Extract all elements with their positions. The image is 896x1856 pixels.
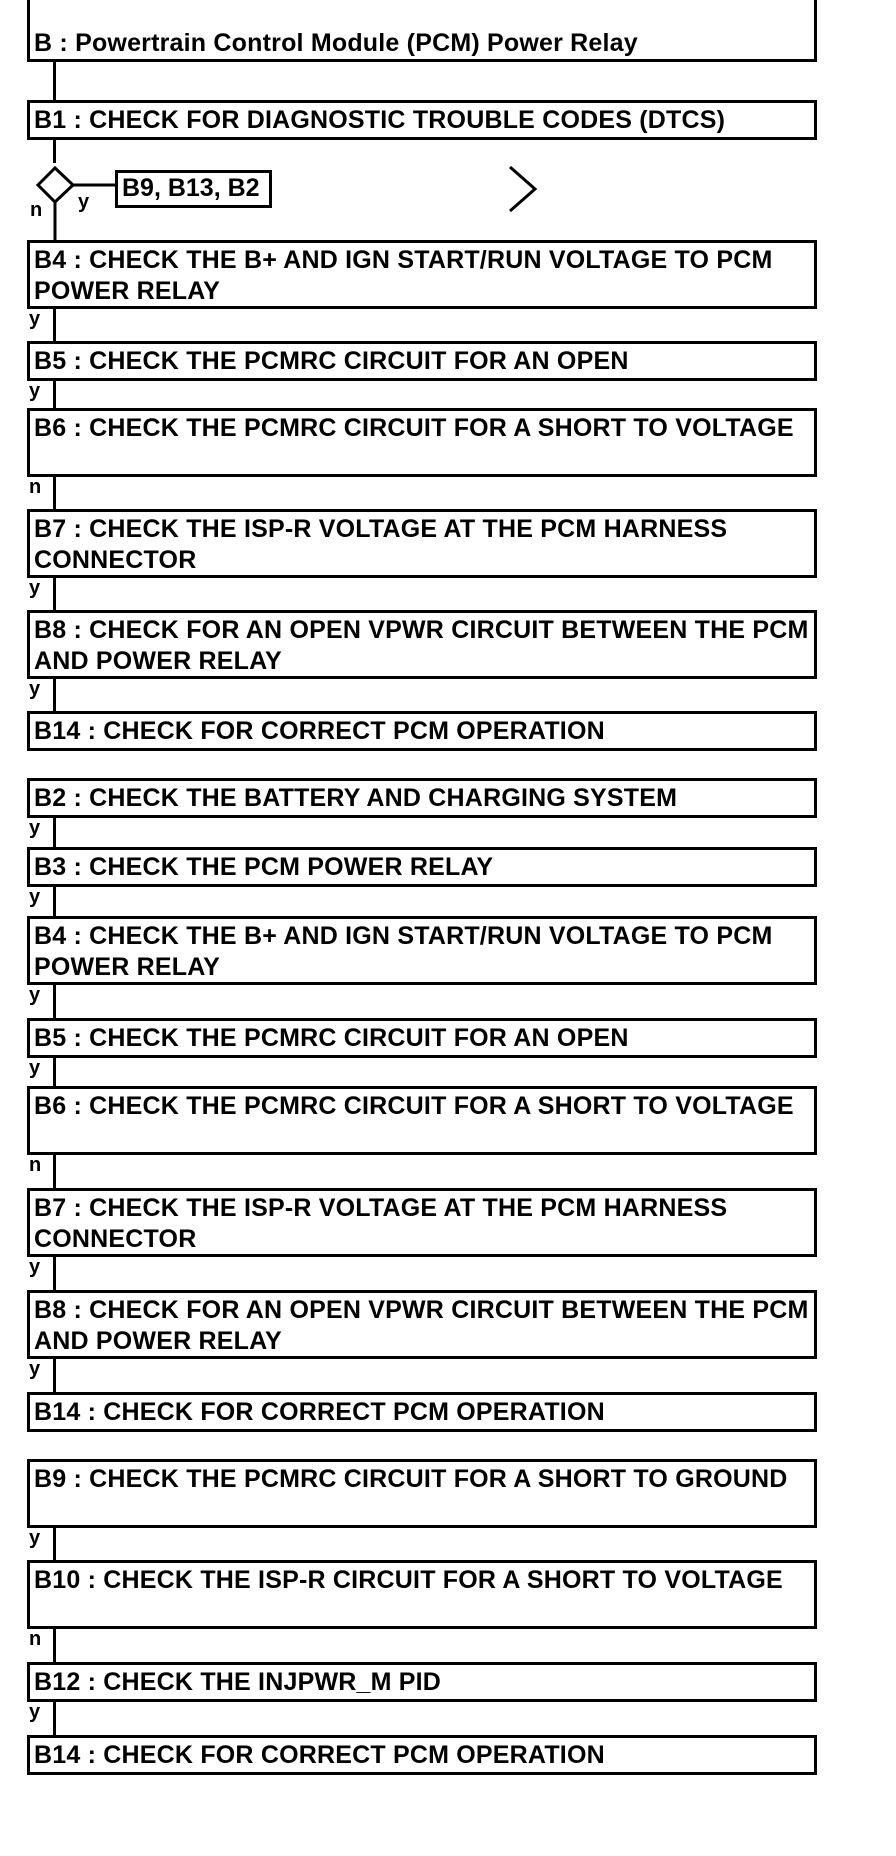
decision-diamond-shape — [38, 168, 73, 202]
connector-line — [53, 1257, 56, 1290]
step-box: B14 : CHECK FOR CORRECT PCM OPERATION — [27, 1735, 817, 1775]
connector-label: y — [29, 1358, 41, 1380]
connector-line — [53, 381, 56, 408]
connector-label: y — [29, 678, 41, 700]
step-box: B7 : CHECK THE ISP-R VOLTAGE AT THE PCM HARNESS CONNECTOR — [27, 1188, 817, 1257]
step-box: B8 : CHECK FOR AN OPEN VPWR CIRCUIT BETWEEN THE PCM AND POWER RELAY — [27, 610, 817, 679]
connector-label: y — [29, 1057, 41, 1079]
connector-line — [53, 1629, 56, 1662]
connector-line — [53, 887, 56, 916]
connector-line — [53, 818, 56, 847]
connector-line — [53, 679, 56, 711]
connector-label: y — [29, 1256, 41, 1278]
connector-label: y — [29, 984, 41, 1006]
step-box: B4 : CHECK THE B+ AND IGN START/RUN VOLTAGE TO PCM POWER RELAY — [27, 240, 817, 309]
step-box: B12 : CHECK THE INJPWR_M PID — [27, 1662, 817, 1702]
step-box: B8 : CHECK FOR AN OPEN VPWR CIRCUIT BETWEEN THE PCM AND POWER RELAY — [27, 1290, 817, 1359]
connector-line — [53, 1359, 56, 1392]
step-box: B6 : CHECK THE PCMRC CIRCUIT FOR A SHORT TO VOLTAGE — [27, 1086, 817, 1155]
connector-label: n — [29, 1154, 42, 1176]
connector-label: y — [29, 1527, 41, 1549]
step-b1: B1 : CHECK FOR DIAGNOSTIC TROUBLE CODES (DTCS) — [27, 100, 817, 140]
flowchart-title: B : Powertrain Control Module (PCM) Power Relay — [27, 0, 817, 62]
connector-label: n — [29, 1628, 42, 1650]
connector-line — [53, 1155, 56, 1188]
connector-label: y — [29, 308, 41, 330]
yes-target-box: B9, B13, B2 — [115, 170, 272, 208]
step-box: B6 : CHECK THE PCMRC CIRCUIT FOR A SHORT TO VOLTAGE — [27, 408, 817, 477]
connector-line — [53, 1528, 56, 1560]
step-box: B4 : CHECK THE B+ AND IGN START/RUN VOLTAGE TO PCM POWER RELAY — [27, 916, 817, 985]
decision-no-label: n — [30, 199, 43, 221]
connector-label: y — [29, 817, 41, 839]
connector-label: y — [29, 886, 41, 908]
connector-line — [53, 1058, 56, 1086]
connector-line — [53, 985, 56, 1018]
connector-label: y — [29, 1701, 41, 1723]
connector-line — [53, 578, 56, 610]
decision-diamond-graphic — [0, 0, 896, 260]
step-box: B3 : CHECK THE PCM POWER RELAY — [27, 847, 817, 887]
decision-yes-label: y — [78, 191, 90, 213]
connector-line — [53, 309, 56, 341]
connector-line — [53, 1702, 56, 1735]
step-box: B5 : CHECK THE PCMRC CIRCUIT FOR AN OPEN — [27, 341, 817, 381]
connector-line — [53, 477, 56, 509]
step-box: B14 : CHECK FOR CORRECT PCM OPERATION — [27, 1392, 817, 1432]
connector-label: y — [29, 380, 41, 402]
step-box: B14 : CHECK FOR CORRECT PCM OPERATION — [27, 711, 817, 751]
connector-label: y — [29, 577, 41, 599]
chevron-right-icon — [510, 167, 535, 211]
connector-label: n — [29, 476, 42, 498]
step-box: B2 : CHECK THE BATTERY AND CHARGING SYSTEM — [27, 778, 817, 818]
step-box: B7 : CHECK THE ISP-R VOLTAGE AT THE PCM HARNESS CONNECTOR — [27, 509, 817, 578]
step-box: B10 : CHECK THE ISP-R CIRCUIT FOR A SHORT TO VOLTAGE — [27, 1560, 817, 1629]
step-box: B5 : CHECK THE PCMRC CIRCUIT FOR AN OPEN — [27, 1018, 817, 1058]
step-box: B9 : CHECK THE PCMRC CIRCUIT FOR A SHORT TO GROUND — [27, 1459, 817, 1528]
